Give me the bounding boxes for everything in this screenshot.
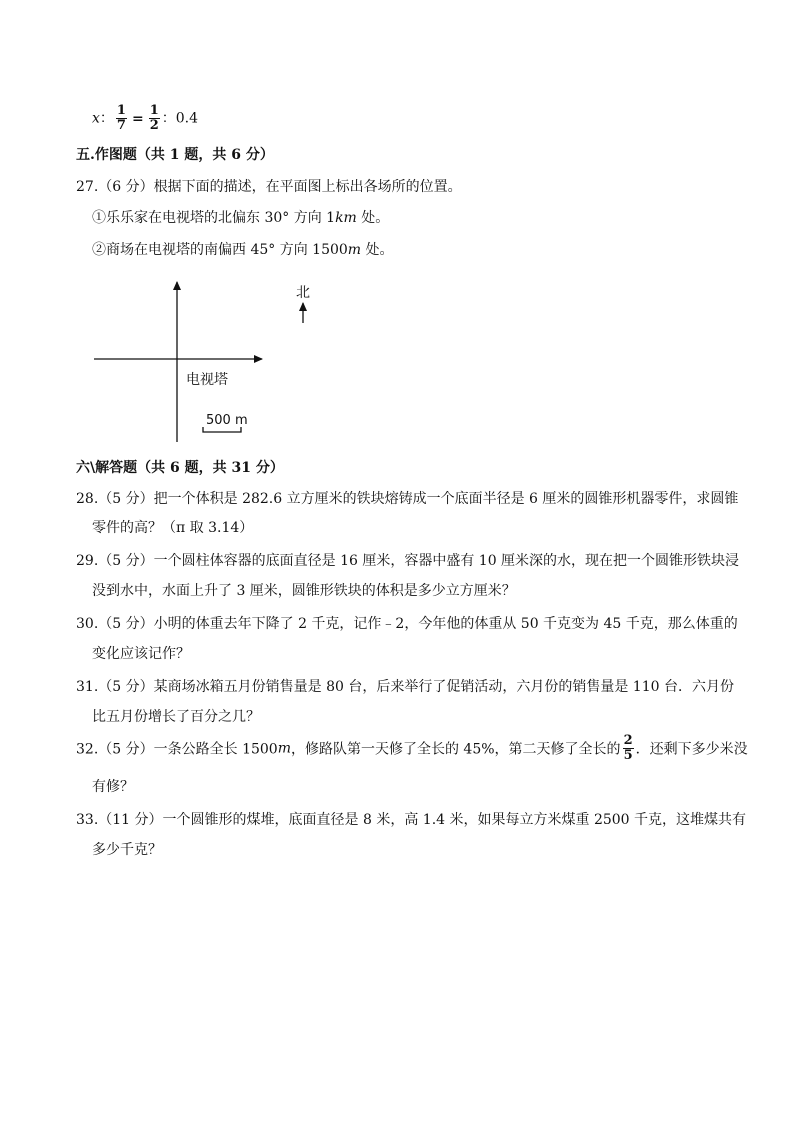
question-27-item-2: ②商场在电视塔的南偏西 45° 方向 1500m 处。 xyxy=(92,242,394,258)
question-32-line-2: 有修？ xyxy=(92,779,134,795)
equation-variable: x xyxy=(92,110,100,127)
question-29-line-2: 没到水中，水面上升了 3 厘米，圆锥形铁块的体积是多少立方厘米？ xyxy=(92,583,516,599)
proportion-equation xyxy=(92,104,198,133)
equation-equals: = xyxy=(131,110,144,127)
question-27: 27.（6 分）根据下面的描述，在平面图上标出各场所的位置。 xyxy=(76,179,462,195)
equation-tail: 0.4 xyxy=(175,110,198,127)
scale-label: 500 m xyxy=(206,413,248,428)
question-29-line-1: 29.（5 分）一个圆柱体容器的底面直径是 16 厘米，容器中盛有 10 厘米深的水，现在把一个圆锥形铁块浸 xyxy=(76,553,740,569)
question-32-line-1: 32.（5 分）一条公路全长 1500m，修路队第一天修了全长的 45%，第二天修了全长的 $\frac{2}{5}$ ．还剩下多少米没 xyxy=(76,733,748,763)
fraction-two-fifths: $\frac{2}{5}$ xyxy=(623,733,633,763)
equation-colon: ： xyxy=(161,110,176,127)
question-27-item-1: ①乐乐家在电视塔的北偏东 30° 方向 1km 处。 xyxy=(92,210,390,226)
question-33-line-2: 多少千克？ xyxy=(92,842,162,858)
fraction-one-half: $\frac{1}{2}$ xyxy=(149,103,159,133)
question-31-line-2: 比五月份增长了百分之几？ xyxy=(92,709,260,725)
position-diagram xyxy=(0,270,400,450)
section-heading-answers: 六\解答题（共 6 题，共 31 分） xyxy=(76,460,284,476)
north-label: 北 xyxy=(296,285,310,301)
question-30-line-1: 30.（5 分）小明的体重去年下降了 2 千克，记作﹣2，今年他的体重从 50 千克变为 45 千克，那么体重的 xyxy=(76,616,738,632)
question-28-line-1: 28.（5 分）把一个体积是 282.6 立方厘米的铁块熔铸成一个底面半径是 6 厘米的圆锥形机器零件，求圆锥 xyxy=(76,491,739,507)
fraction-one-seventh: $\frac{1}{7}$ xyxy=(116,103,126,133)
tv-tower-label: 电视塔 xyxy=(186,372,228,388)
section-heading-drawing: 五.作图题（共 1 题，共 6 分） xyxy=(76,147,274,163)
equation-colon: ： xyxy=(99,110,114,127)
question-30-line-2: 变化应该记作？ xyxy=(92,646,190,662)
question-33-line-1: 33.（11 分）一个圆锥形的煤堆，底面直径是 8 米，高 1.4 米，如果每立方米煤重 2500 千克，这堆煤共有 xyxy=(76,812,747,828)
question-31-line-1: 31.（5 分）某商场冰箱五月份销售量是 80 台，后来举行了促销活动，六月份的销售量是 110 台．六月份 xyxy=(76,679,734,695)
question-28-line-2: 零件的高？（π 取 3.14） xyxy=(92,520,254,536)
